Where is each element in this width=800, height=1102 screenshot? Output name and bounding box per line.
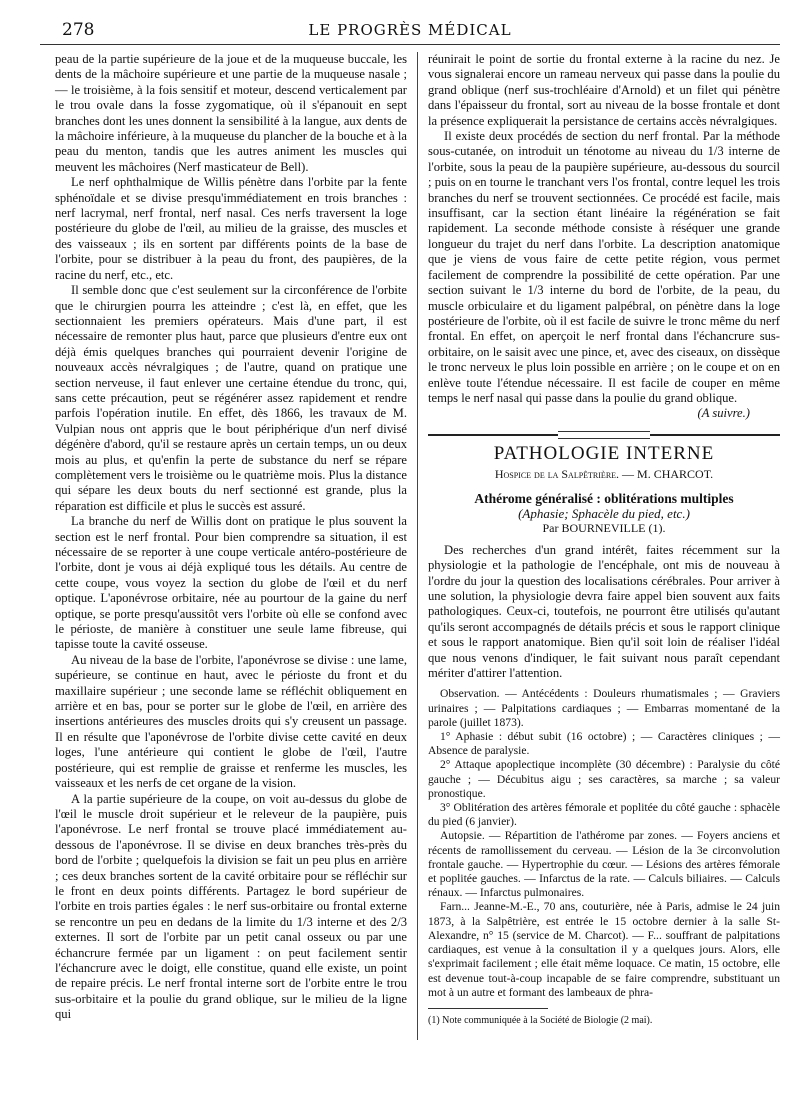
page-header [40,18,780,44]
hospice-line: Hospice de la Salpêtrière. — M. CHARCOT. [494,467,714,482]
section-ornament [428,430,780,440]
section-title: PATHOLOGIE INTERNE [493,442,715,464]
header-rule [40,44,780,45]
journal-title: LE PROGRÈS MÉDICAL [308,21,512,39]
observation-paragraph: 1° Aphasie : début subit (16 octobre) ; — Caractères cliniques ; — Absence de paralysie. [428,730,780,758]
right-paragraph: réunirait le point de sortie du frontal externe à la racine du nez. Je vous signalerai encore un rameau nerveux qui passe dans la poulie du grand oblique (nerf sus-trochléaire d'Arnold) et un filet qui pénètre dans l'épaisseur du frontal, sort au niveau de la bosse frontale et dont la présence expliquerait la persistance de certains accès névralgiques. [428,52,780,128]
left-paragraph: A la partie supérieure de la coupe, on voit au-dessus du globe de l'œil le muscle droit supérieur et le releveur de la paupière, puis l'aponévrose. Le nerf frontal se trouve placé immédiatement au-dessous de l'aponévrose. Il se divise en deux branches très-près du bord de l'orbite ; quelquefois la division se fait un peu plus en arrière ; ces deux branches sortent de la cavité orbitaire pour se réfléchir sur le front en deux points différents. Partagez le bord supérieur de l'orbite en trois parties égales : le nerf sus-orbitaire ou frontal externe se rencontre un peu en dedans de la limite du 1/3 interne et des 2/3 externes. Il sort de l'orbite par un petit canal osseux ou par une échancrure fermée par un ligament : on peut facilement sentir l'échancrure avec le doigt, elle constitue, quand elle existe, un point de repaire précis. Le nerf frontal interne sort de l'orbite entre le trou sus-orbitaire et la poulie du grand oblique, sur le milieu de la ligne qui [55,791,407,1022]
column-divider [417,52,418,1040]
observation-paragraph: 2° Attaque apoplectique incomplète (30 décembre) : Paralysie du côté gauche ; — Décubitus aigu ; ses caractères, sa marche ; sa valeur pronostique. [428,758,780,800]
observation-paragraph: Observation. — Antécédents : Douleurs rhumatismales ; — Graviers urinaires ; — Palpitations cardiaques ; — Embarras momentané de la parole (juillet 1873). [428,687,780,729]
page-number: 278 [62,20,95,40]
observation-paragraph: 3° Oblitération des artères fémorale et poplitée du côté gauche : sphacèle du pied (6 janvier). [428,801,780,829]
footnote-rule [428,1008,548,1009]
observation-paragraph: Farn... Jeanne-M.-E., 70 ans, couturière, née à Paris, admise le 24 juin 1873, à la Salpêtrière, est entrée le 15 octobre dernier à la salle St-Alexandre, n° 15 (service de M. Charcot). — F... souffrant de palpitations cardiaques, est venue à la consultation il y a quelques jours. Alors, elle s'exprimait facilement ; elle était même loquace. Ce matin, 15 octobre, elle est devenue tout-à-coup incapable de se faire comprendre, substituant un mot à un autre et formant des lambeaux de phra- [428,900,780,999]
left-paragraph: Au niveau de la base de l'orbite, l'aponévrose se divise : une lame, supérieure, se continue en haut, avec le périoste du front et du maxillaire supérieur ; une seconde lame se réfléchit obliquement en arrière et en bas, pour se porter sur le globe de l'œil, en arrière des insertions antérieures des muscles droits qui s'y creusent un passage. Il en résulte que l'aponévrose de l'orbite divise cette cavité en deux loges, l'une antérieure qui contient le globe de l'œil, l'autre postérieure, qui est remplie de graisse et renferme les muscles, les vaisseaux et les nerfs de cet organe de la vision. [55,652,407,791]
footnote: (1) Note communiquée à la Société de Biologie (2 mai). [428,1014,653,1026]
article-subtitle: (Aphasie; Sphacèle du pied, etc.) [518,505,690,521]
right-paragraph: Il existe deux procédés de section du nerf frontal. Par la méthode sous-cutanée, on introduit un ténotome au niveau du 1/3 interne de l'orbite, sous la peau de la paupière supérieure, au-dessous du sourcil ; puis on en tourne le tranchant vers l'os frontal, contre lequel les trois branches du nerf se trouvent sectionnées. Ce procédé est facile, mais insuffisant, car la section étant linéaire la régénération se fait rapidement. La seconde méthode consiste à réséquer une grande longueur du trajet du nerf dans l'orbite. La description anatomique que je viens de vous faire de cette petite région, vous permet facilement de comprendre la possibilité de cette opération. Par une section suivant le 1/3 interne du bord de l'orbite, de la peau, du muscle orbiculaire et du ligament palpébral, on pénètre dans la loge postérieure de l'orbite, où il est facile de suivre le tronc même du nerf frontal. En effet, on aperçoit le nerf frontal dans l'échancrure sus-orbitaire, on le saisit avec une pince, et, avec des ciseaux, on dissèque le tronc nerveux le plus loin possible en arrière ; on le coupe et on en enlève toute l'étendue nécessaire. Il est facile de couper en même temps le nerf nasal qui passe dans la poulie du grand oblique. [428,129,780,405]
observation-paragraph: Autopsie. — Répartition de l'athérome par zones. — Foyers anciens et récents de ramollissement du cerveau. — Lésion de la 3e circonvolution frontale gauche. — Hypertrophie du cœur. — Lésions des artères fémorale et poplitée gauches. — Infarctus de la rate. — Calculs biliaires. — Calculs rénaux. — Infarctus pulmonaires. [428,829,780,900]
intro-paragraph: Des recherches d'un grand intérêt, faites récemment sur la physiologie et la pathologie de l'encéphale, ont mis de nouveau à l'ordre du jour la question des localisations cérébrales. Pour arriver à une solution, la physiologie devra faire appel bien souvent aux faits pathologiques. Ceux-ci, toutefois, ne pourront être utilisés qu'autant qu'ils seront accompagnés de détails précis et sous le rapport clinique et sous le rapport anatomique. Bien qu'il soit loin de réaliser l'idéal que nous venons d'indiquer, le fait suivant nous paraît cependant mériter d'attirer l'attention. [428,542,780,681]
left-paragraph: La branche du nerf de Willis dont on pratique le plus souvent la section est le nerf frontal. Pour bien comprendre sa situation, il est nécessaire de se reporter à une coupe verticale antéro-postérieure de l'orbite, dont je vous ai déjà expliqué tous les détails. Au centre de cette coupe, vous voyez la section du globe de l'œil et du nerf optique. L'aponévrose orbitaire, née au pourtour de la gaine du nerf optique, se porte presqu'aussitôt vers l'orbite où elle se confond avec le périoste, de manière à constituer une seule lame fibreuse, qui tapisse toute la cavité osseuse. [55,514,407,652]
article-title: Athérome généralisé : oblitérations multiples [474,490,734,506]
left-column [55,52,407,1023]
article-author: Par BOURNEVILLE (1). [542,521,666,536]
left-paragraph: Il semble donc que c'est seulement sur la circonférence de l'orbite que le chirurgien pourra les atteindre ; c'est là, en effet, que les sectionnaient les premiers opérateurs. Mais d'une part, il est nécessaire de remonter plus haut, parce que plusieurs d'entre eux ont déjà émis quelques branches qui pourraient devenir l'origine de nouveaux accès névralgiques ; de l'autre, quand on pratique une section nerveuse, il faut enlever une certaine étendue du tronc, qui, sans cette précaution, peut se régénérer assez rapidement et rendre parfois l'opération inutile. En effet, dès 1866, les travaux de M. Vulpian nous ont appris que le bout périphérique d'un nerf divisé dégénère d'abord, qu'il se restaure après un certain temps, un ou deux mois au plus, et qu'enfin la perte de substance du nerf se répare complètement vers le troisième ou le quatrième mois. Plus la distance qui sépare les deux bouts du nerf sectionné est grande, plus la réparation est difficile et plus le succès est assuré. [55,283,407,513]
observation-block [428,687,780,999]
to-be-continued: (A suivre.) [697,406,750,421]
left-paragraph: Le nerf ophthalmique de Willis pénètre dans l'orbite par la fente sphénoïdale et se divise presqu'immédiatement en trois branches : nerf lacrymal, nerf frontal, nerf nasal. Ces nerfs traversent la loge postérieure du globe de l'œil, au milieu de la graisse, des muscles et des vaisseaux ; ils en sortent par différents points de la base de l'orbite, pour se distribuer à la peau du front, des paupières, de la racine du nerf, etc., etc. [55,175,407,282]
left-paragraph: peau de la partie supérieure de la joue et de la muqueuse buccale, les dents de la mâchoire supérieure et une partie de la muqueuse nasale ; — le troisième, à la fois sensitif et moteur, descend verticalement par le trou ovale dans la fosse zygomatique, où il s'épanouit en sept branches dont les unes donnent la sensibilité à la langue, aux dents de la mâchoire inférieure, à la muqueuse du plancher de la bouche et à la peau du menton, tandis que les autres animent les muscles qui meuvent les mâchoires (Nerf masticateur de Bell). [55,52,407,174]
right-column [428,52,780,1028]
